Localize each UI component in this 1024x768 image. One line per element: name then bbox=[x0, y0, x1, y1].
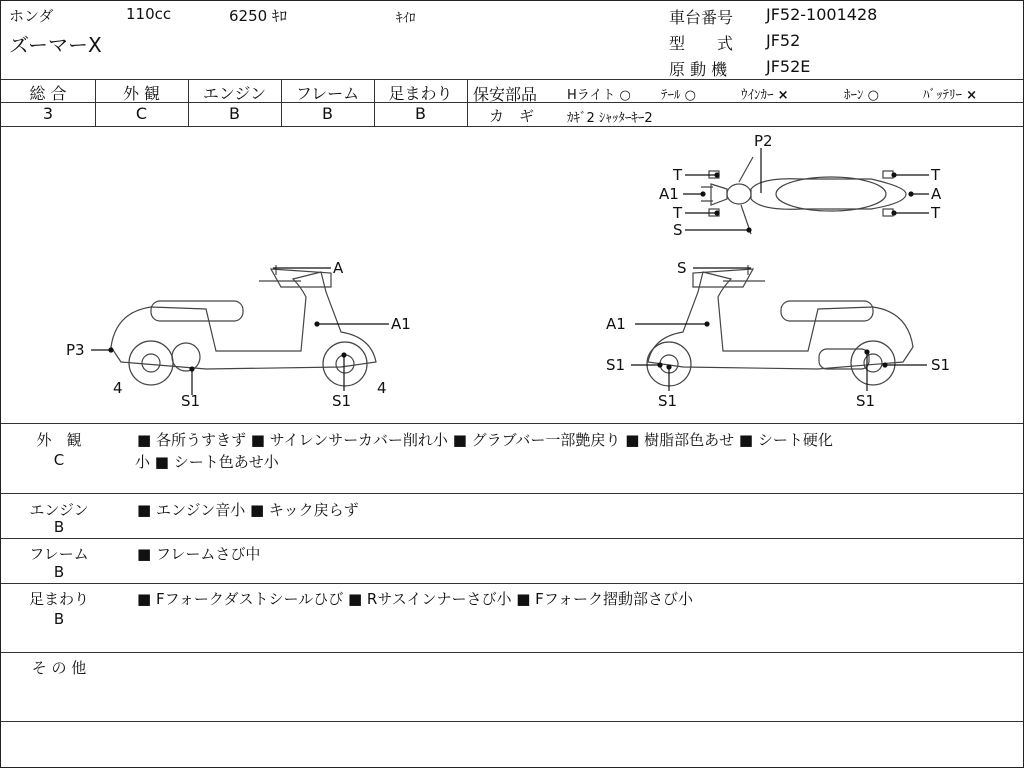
engine-value: JF52E bbox=[766, 57, 811, 76]
type-value: JF52 bbox=[766, 31, 801, 50]
label-s1-right-1: S1 bbox=[606, 356, 626, 374]
divider bbox=[1, 493, 1023, 494]
circle-mark-icon: ○ bbox=[619, 88, 631, 103]
engine-label: 原 動 機 bbox=[669, 60, 728, 79]
remark-category-engine: エンジン bbox=[29, 501, 89, 519]
label-s1-left-2: S1 bbox=[332, 392, 352, 410]
remark-category-suspension: 足まわり bbox=[28, 590, 89, 608]
label-s-top: S bbox=[673, 221, 683, 239]
cross-mark-icon: × bbox=[777, 88, 789, 103]
grade-value-suspension: B bbox=[415, 104, 426, 123]
safety-item-taillight bbox=[661, 84, 696, 103]
scooter-right-side-icon bbox=[647, 265, 913, 386]
label-a1-right: A1 bbox=[606, 315, 626, 333]
model-name: ズーマーX bbox=[9, 33, 102, 57]
safety-item-headlight bbox=[567, 84, 631, 103]
mileage: 6250 ｷﾛ bbox=[229, 7, 287, 25]
divider bbox=[1, 721, 1023, 722]
label-p3: P3 bbox=[66, 341, 85, 359]
safety-item-winker bbox=[741, 84, 789, 103]
key-value: ｶｷﾞ2 ｼｬｯﾀｰｷｰ2 bbox=[567, 111, 653, 126]
divider bbox=[1, 652, 1023, 653]
scooter-top-view-icon bbox=[701, 157, 906, 234]
grade-value-overall: 3 bbox=[42, 104, 54, 123]
type-label: 型 式 bbox=[669, 34, 734, 53]
remark-grade-frame: B bbox=[53, 563, 65, 581]
label-a-left: A bbox=[333, 259, 344, 277]
safety-title: 保安部品 bbox=[473, 85, 538, 104]
label-s-right: S bbox=[677, 259, 687, 277]
divider bbox=[1, 538, 1023, 539]
displacement: 110cc bbox=[126, 5, 172, 23]
grade-label-engine: エンジン bbox=[202, 84, 267, 103]
label-a1-top: A1 bbox=[659, 185, 679, 203]
label-a1-left: A1 bbox=[391, 315, 411, 333]
remark-category-other: そ の 他 bbox=[31, 659, 87, 677]
safety-item-label: ﾊﾞｯﾃﾘｰ bbox=[923, 88, 962, 103]
label-a-top: A bbox=[931, 185, 942, 203]
remark-grade-exterior: C bbox=[53, 451, 65, 469]
grade-value-engine: B bbox=[229, 104, 240, 123]
safety-item-label: Hライト bbox=[567, 88, 616, 103]
label-t-top-4: T bbox=[931, 204, 941, 222]
circle-mark-icon: ○ bbox=[684, 88, 696, 103]
maker: ホンダ bbox=[9, 7, 54, 25]
grade-label-exterior: 外 観 bbox=[122, 84, 161, 103]
circle-mark-icon: ○ bbox=[867, 88, 879, 103]
divider bbox=[1, 583, 1023, 584]
frame-no: JF52-1001428 bbox=[766, 5, 878, 24]
safety-item-battery bbox=[923, 84, 977, 103]
remark-grade-suspension: B bbox=[53, 610, 65, 628]
grade-label-suspension: 足まわり bbox=[388, 84, 453, 103]
safety-item-label: ｳｲﾝｶｰ bbox=[741, 88, 774, 103]
remark-text-suspension: ■ Fフォークダストシールひび ■ Rサスインナーさび小 ■ Fフォーク摺動部さび小 bbox=[137, 590, 694, 608]
label-s1-right-2: S1 bbox=[658, 392, 678, 410]
label-t-top-2: T bbox=[673, 204, 683, 222]
label-s1-right-4: S1 bbox=[931, 356, 951, 374]
safety-item-horn bbox=[844, 84, 879, 103]
label-s1-left-1: S1 bbox=[181, 392, 201, 410]
label-4-front: 4 bbox=[113, 379, 123, 397]
remark-text-exterior-cont: 小 ■ シート色あせ小 bbox=[135, 453, 279, 471]
label-s1-right-3: S1 bbox=[856, 392, 876, 410]
remark-grade-engine: B bbox=[53, 518, 65, 536]
remark-text-frame: ■ フレームさび中 bbox=[137, 545, 261, 563]
safety-item-label: ﾎｰﾝ bbox=[844, 88, 864, 103]
cross-mark-icon: × bbox=[966, 88, 978, 103]
grade-value-exterior: C bbox=[135, 104, 148, 123]
safety-item-label: ﾃｰﾙ bbox=[661, 88, 681, 103]
label-t-top-1: T bbox=[673, 166, 683, 184]
mileage-unit: ｷｲﾛ bbox=[396, 11, 416, 26]
scooter-left-side-icon bbox=[111, 265, 376, 386]
divider bbox=[1, 423, 1023, 424]
frame-no-label: 車台番号 bbox=[669, 8, 734, 27]
label-p2: P2 bbox=[754, 132, 773, 150]
grade-label-frame: フレーム bbox=[295, 84, 360, 103]
grade-label-overall: 総 合 bbox=[29, 84, 67, 103]
remark-category-frame: フレーム bbox=[29, 545, 89, 563]
remark-category-exterior: 外 観 bbox=[36, 431, 82, 449]
remark-text-exterior: ■ 各所うすきず ■ サイレンサーカバー削れ小 ■ グラブバー一部艶戻り ■ 樹脂部色あせ ■ シート硬化 bbox=[137, 431, 833, 449]
label-t-top-3: T bbox=[931, 166, 941, 184]
damage-diagram bbox=[1, 127, 1023, 423]
divider bbox=[1, 79, 1023, 80]
grade-value-frame: B bbox=[322, 104, 333, 123]
key-label: カ ギ bbox=[489, 107, 535, 125]
label-4-rear: 4 bbox=[377, 379, 387, 397]
remark-text-engine: ■ エンジン音小 ■ キック戻らず bbox=[137, 501, 359, 519]
